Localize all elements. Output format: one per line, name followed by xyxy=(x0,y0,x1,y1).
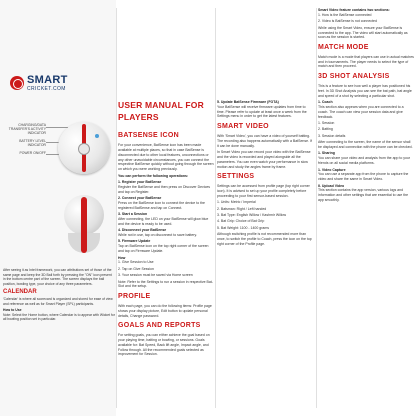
battery-indicator-label: BATTERY LEVEL INDICATOR xyxy=(19,139,46,147)
intro-paragraph: After seeing it as Intel framework, you can attributions set of those of the same page and keep the 3D Ball forth by pressing the "ON" icon present in the bottom centre part of the screen. The screen displays the ball position, bowling type, your choice of any three parameters. xyxy=(3,268,112,286)
coach-heading: 1. Coach xyxy=(318,100,333,105)
settings-heading: SETTINGS xyxy=(217,173,255,181)
connection-step-1: 1. How is the BatSense connected xyxy=(318,12,372,17)
smart-video-heading: SMART VIDEO xyxy=(217,123,269,131)
brand-name: SMART xyxy=(27,73,68,86)
how-to-paragraph: Note: Select the Home button, where Calendar is to appear with Wicket for all bowling position set in particular. xyxy=(3,312,115,322)
firmware-heading: 5. Update BatSense Firmware (FOTA) xyxy=(217,100,279,104)
sharing-paragraph: You can share your video and analysis from the app to your friends on all social media platforms. xyxy=(318,156,411,166)
settings-item-units: 1. Units: Metric / Imperial xyxy=(217,200,256,205)
settings-item-bat-weight: 5. Bat Weight: 1100 - 1400 grams xyxy=(217,225,270,230)
step-1: 1. Register your BatSense xyxy=(118,179,162,184)
calendar-paragraph: 'Calendar' is where all scorecard is organized and stored for ease of view and reference as well as for Smart Player (SPL) participants. xyxy=(3,297,113,307)
goals-paragraph: For setting goals, you can either achieve the goal based on your playing time, batting or bowling, or sessions. Goals available for: Bat Speed, Back lift angle, Impact angle, and Follow through. All the recommended goals selected as improvement for Session. xyxy=(118,333,210,357)
step-5-detail: Tap on BatSense icon on the top right corner of the screen and tap on Firmware Update. xyxy=(118,244,209,254)
left-column xyxy=(0,0,116,416)
smart-video-more: In Smart Video you can record your video with the BatSense and the video is recorded and played alongside all the parameters. You can even watch your performance in slow motion and study the angles frame by frame. xyxy=(217,150,311,169)
how-to-heading: How to Use xyxy=(3,308,22,313)
brand-domain: CRICKET.COM xyxy=(27,85,66,92)
step-4: 4. Disconnect your BatSense xyxy=(118,228,167,233)
step-4-detail: While not in use, tap on disconnect to save battery. xyxy=(118,233,197,238)
step-1-detail: Register the BatSense and then press on Discover Devices and tap on Register. xyxy=(118,184,211,194)
video-capture-paragraph: You can use a separate app from the phone to capture the video and share the same in Smart Video. xyxy=(318,172,409,182)
firmware-paragraph: Your BatSense will receive firmware updates from time to time. Please refer to update at least once a week from the Settings menu in order to get the latest features. xyxy=(217,104,307,119)
cricket-ball-logo-icon xyxy=(10,76,24,90)
operations-heading: You can perform the following operations: xyxy=(118,173,189,178)
how-heading: How xyxy=(118,255,126,260)
smart-video-paragraph: With 'Smart Video', you can have a video of yourself batting. The recording also happens automatically with a BatSense. If it can be done manually. xyxy=(217,133,312,148)
calendar-heading: CALENDAR xyxy=(3,289,37,296)
brand-logo xyxy=(10,73,114,93)
step-5: 5. Firmware Update xyxy=(118,239,151,244)
power-button-label: POWER ON/OFF xyxy=(19,151,46,155)
middle-column xyxy=(118,0,214,416)
profile-paragraph: With each page, you can do the following items: Profile page shows your display picture, Edit button to update personal details, Change password. xyxy=(118,303,212,318)
sensor-seam-side xyxy=(81,197,87,253)
column-divider xyxy=(215,8,216,408)
left-column-text xyxy=(3,268,115,323)
device-diagram xyxy=(0,100,116,265)
video-capture-heading: 1. Video Capture xyxy=(318,167,346,172)
settings-item-batsman: 2. Batsman: Right / Left handed xyxy=(217,206,267,211)
middle2-column xyxy=(217,0,314,416)
column-divider xyxy=(316,8,317,408)
batsense-intro: For your convenience, BatSense icon has been made available at multiple places, so that in case BatSense is disconnected due to other local features, unconnections or any other unavoidable circumstances, you can connect the respective BatSense quickly without going through the screen on which you were working previously. xyxy=(118,143,214,172)
shot-analysis-paragraph: This is a feature to see how well a player has positioned his feet. In 3D Shot Analysis you can see the bat path, bat angle and speed of a shot by selecting a particular shot. xyxy=(318,83,412,98)
goals-heading: GOALS AND REPORTS xyxy=(118,322,201,330)
analysis-item-3: 3. Session details xyxy=(318,133,346,138)
batsense-sensor-top-view xyxy=(58,122,110,174)
step-3: 3. Start a Session xyxy=(118,212,148,217)
settings-paragraph: Settings can be accessed from profile page (top right corner icon). It is advised to set up your profile completely before proceeding to your first sensor-based session. xyxy=(217,184,310,198)
column-divider xyxy=(116,8,117,408)
how-step-2: 2. Tap on Give Session xyxy=(118,266,154,271)
how-step-1: 1. Give Session to Use xyxy=(118,260,154,265)
step-2: 2. Connect your BatSense xyxy=(118,196,162,201)
batsense-sensor-side-view xyxy=(60,195,108,257)
coach-paragraph: This section also appears when you are connected to a coach. The coach can view your session data and give feedback. xyxy=(318,104,404,119)
connection-step-2: 2. Video is BatSense is not connected xyxy=(318,19,377,24)
sharing-heading: 1. Sharing xyxy=(318,151,335,156)
how-step-3: 3. Your session must be saved via Home screen xyxy=(118,273,193,278)
connection-paragraph: While using the Smart Video, ensure your BatSense is connected to the app. The video will start automatically as soon as the session is started. xyxy=(318,25,408,40)
switch-profile-paragraph: Although switching profile is not recommended more than once, to switch the profile to Coach, press the icon on the top right corner of the Profile page. xyxy=(217,232,312,246)
settings-item-bat-grip: 4. Bat Grip: Choice of Bat Grip xyxy=(217,219,265,224)
app-info-paragraph: This section contains the app version, various logs and information and other settings that are essential to use the app smoothly. xyxy=(318,188,409,203)
manual-title: USER MANUAL FOR PLAYERS xyxy=(118,100,204,122)
charging-indicator-label: CHARGING/DATA TRANSFER'S ACTIVITY INDICATOR xyxy=(8,123,46,135)
right-column xyxy=(318,0,414,416)
power-button-icon xyxy=(78,143,90,155)
analysis-item-2: 2. Batting xyxy=(318,127,333,132)
analysis-more: After connecting to the screen, the name of the sensor shall be displayed and connection with the phone can be checked. xyxy=(318,140,413,150)
connection-heading: Smart Video feature contains two sections: xyxy=(318,8,390,12)
how-note: Note: Refer to the Settings to run a session in respective Bat-Slot and the setup. xyxy=(118,279,213,289)
shot-analysis-heading: 3D SHOT ANALYSIS xyxy=(318,73,390,81)
profile-heading: PROFILE xyxy=(118,293,151,301)
step-2-detail: Press on the BatSense icon to connect the device to the registered BatSense and tap on Connect. xyxy=(118,200,205,210)
step-3-detail: After connecting, the LED on your BatSense will glow blue and the device is ready to be used. xyxy=(118,216,209,226)
led-indicator-icon xyxy=(95,134,99,138)
settings-item-bat-type: 3. Bat Type: English Willow / Kashmir Willow xyxy=(217,212,286,217)
match-mode-paragraph: Match mode is a mode that players can use in actual matches and in tournaments. The player needs to select the type of match and then proceed. xyxy=(318,54,414,69)
charging-indicator-leader xyxy=(46,127,68,128)
match-mode-heading: MATCH MODE xyxy=(318,44,369,52)
batsense-heading: BATSENSE ICON xyxy=(118,132,179,140)
analysis-item-1: 1. Session xyxy=(318,120,335,125)
upload-video-heading: II. Upload Video xyxy=(318,183,345,188)
